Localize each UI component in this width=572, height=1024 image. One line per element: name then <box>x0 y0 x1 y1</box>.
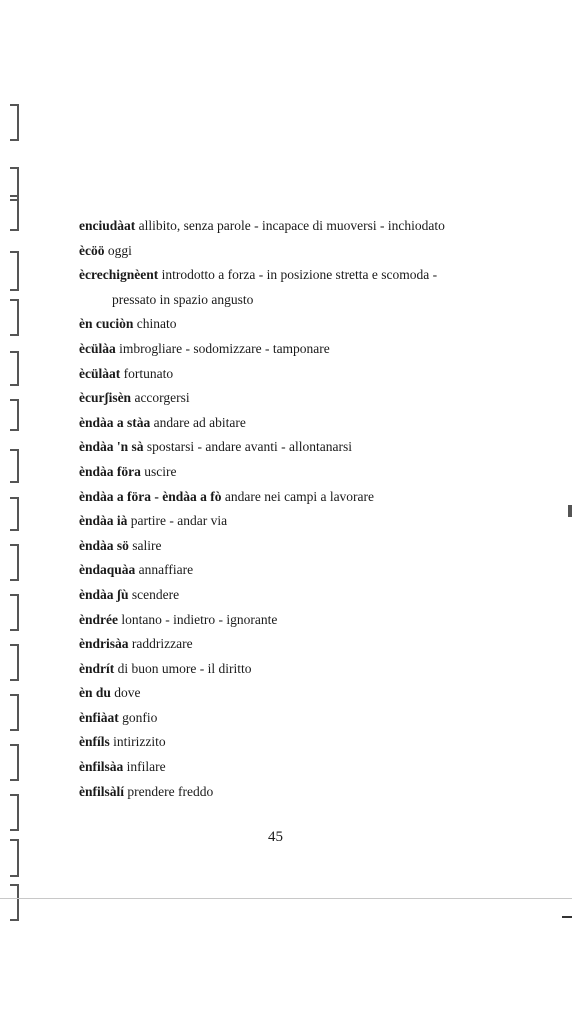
entry-headword: ènfilsàlí <box>79 783 125 799</box>
dictionary-entry <box>79 263 549 288</box>
page-bottom-rule <box>0 898 572 899</box>
entry-definition: annaffiare <box>138 562 194 578</box>
entry-headword: èndàa ià <box>79 513 128 529</box>
entry-definition: partire - andar via <box>130 513 228 529</box>
entry-headword: ècöö <box>79 242 105 258</box>
entry-headword: èndaquàa <box>79 562 136 578</box>
entry-headword: ènfiàat <box>79 709 119 725</box>
entry-definition: prendere freddo <box>127 783 214 799</box>
entry-definition: uscire <box>144 463 177 479</box>
dictionary-entry-continuation <box>79 288 549 313</box>
page-edge-mark <box>568 505 572 517</box>
dictionary-entry <box>79 239 549 264</box>
dictionary-entry <box>79 780 549 805</box>
entry-definition: salire <box>132 537 162 553</box>
dictionary-entry <box>79 534 549 559</box>
entry-headword: ècrechignèent <box>79 267 159 283</box>
entry-definition: gonfio <box>122 709 158 725</box>
entry-headword: èndàa sö <box>79 537 129 553</box>
dictionary-entry <box>79 755 549 780</box>
entry-headword: ènfilsàa <box>79 759 124 775</box>
entry-definition: lontano - indietro - ignorante <box>121 611 278 627</box>
page-number: 45 <box>268 829 283 845</box>
entry-definition: chinato <box>136 316 177 332</box>
entry-definition: andare nei campi a lavorare <box>224 488 375 504</box>
dictionary-entry <box>79 706 549 731</box>
dictionary-entry <box>79 583 549 608</box>
page-edge-mark-bottom <box>562 916 572 918</box>
entry-headword: èn du <box>79 685 111 701</box>
dictionary-entry-list <box>79 214 549 804</box>
entry-definition: intirizzito <box>113 734 166 750</box>
entry-definition: pressato in spazio angusto <box>112 291 254 307</box>
dictionary-entry <box>79 312 549 337</box>
entry-definition: introdotto a forza - in posizione stretta e scomoda - <box>161 267 438 283</box>
entry-definition: di buon umore - il diritto <box>117 660 252 676</box>
entry-headword: ècurʃisèn <box>79 390 132 406</box>
dictionary-entry <box>79 485 549 510</box>
entry-headword: ènfíls <box>79 734 110 750</box>
dictionary-entry <box>79 362 549 387</box>
entry-definition: accorgersi <box>134 390 190 406</box>
dictionary-entry <box>79 632 549 657</box>
entry-headword: èndàa ʃù <box>79 586 129 602</box>
dictionary-entry <box>79 657 549 682</box>
entry-headword: èndàa a stàa <box>79 414 151 430</box>
entry-headword: èndàa föra <box>79 463 141 479</box>
dictionary-entry <box>79 435 549 460</box>
entry-headword: enciudàat <box>79 218 136 233</box>
dictionary-entry <box>79 608 549 633</box>
entry-definition: andare ad abitare <box>153 414 246 430</box>
dictionary-entry <box>79 730 549 755</box>
dictionary-entry <box>79 386 549 411</box>
dictionary-entry <box>79 411 549 436</box>
dictionary-entry <box>79 460 549 485</box>
entry-headword: ècülàat <box>79 365 121 381</box>
entry-headword: èndrít <box>79 660 115 676</box>
dictionary-entry <box>79 558 549 583</box>
entry-definition: raddrizzare <box>131 636 193 652</box>
entry-headword: èndàa a föra - èndàa a fò <box>79 488 222 504</box>
entry-definition: infilare <box>126 759 166 775</box>
entry-definition: imbrogliare - sodomizzare - tamponare <box>119 340 330 356</box>
dictionary-entry <box>79 509 549 534</box>
entry-headword: èndrée <box>79 611 118 627</box>
entry-headword: ècülàa <box>79 340 116 356</box>
entry-headword: èn cuciòn <box>79 316 134 332</box>
entry-headword: èndrisàa <box>79 636 129 652</box>
binding-shadow-marks <box>0 0 30 1024</box>
dictionary-entry <box>79 214 549 239</box>
dictionary-entry <box>79 337 549 362</box>
dictionary-entry <box>79 681 549 706</box>
entry-definition: allibito, senza parole - incapace di muoversi - inchiodato <box>138 218 445 233</box>
entry-headword: èndàa 'n sà <box>79 439 144 455</box>
entry-definition: oggi <box>107 242 132 258</box>
entry-definition: scendere <box>131 586 180 602</box>
entry-definition: fortunato <box>123 365 174 381</box>
entry-definition: spostarsi - andare avanti - allontanarsi <box>146 439 352 455</box>
entry-definition: dove <box>114 685 141 701</box>
